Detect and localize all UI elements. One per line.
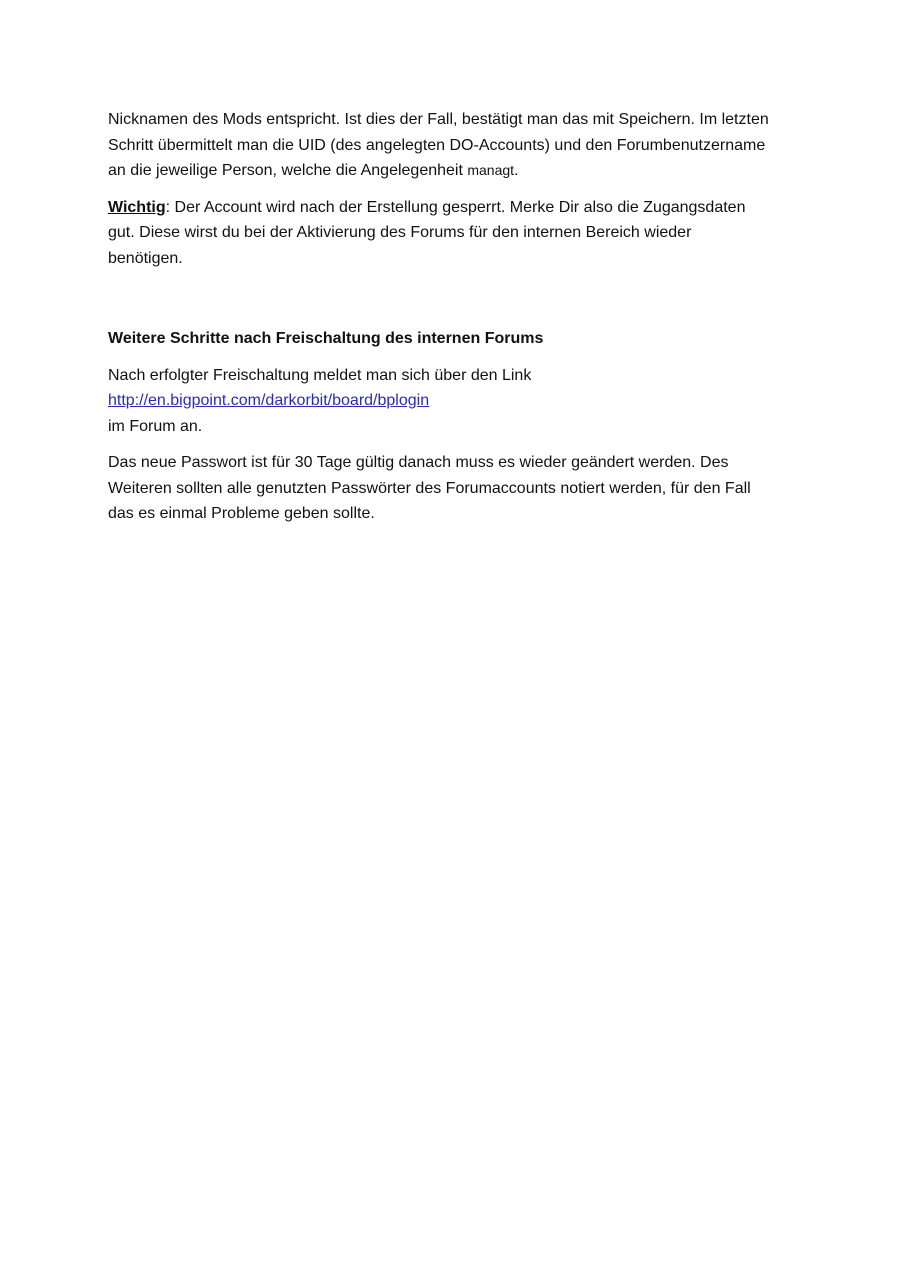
important-label: Wichtig [108, 198, 166, 216]
text-line: im Forum an. [108, 417, 203, 435]
text-line: Nach erfolgter Freischaltung meldet man sich über den Link [108, 366, 532, 384]
paragraph-login-link [108, 363, 808, 440]
text-line: das es einmal Probleme geben sollte. [108, 505, 375, 522]
text-line [108, 388, 808, 414]
text-line: Schritt übermittelt man die UID (des angelegten DO-Accounts) und den Forumbenutzername [108, 136, 766, 154]
text-line: gut. Diese wirst du bei der Aktivierung des Forums für den internen Bereich wieder [108, 224, 692, 241]
paragraph-important-note [108, 195, 808, 272]
text-line: Weiteren sollten alle genutzten Passwörter des Forumaccounts notiert werden, für den Fall [108, 479, 751, 497]
paragraph-password-info [108, 450, 808, 527]
paragraph-uid-transfer [108, 107, 808, 184]
document-page [108, 107, 808, 538]
text-segment: . [514, 162, 519, 179]
forum-login-link[interactable]: http://en.bigpoint.com/darkorbit/board/bplogin [108, 392, 430, 409]
text-line: Das neue Passwort ist für 30 Tage gültig danach muss es wieder geändert werden. Des [108, 454, 729, 471]
text-segment-small: managt [467, 162, 515, 178]
text-line [108, 195, 808, 221]
text-segment: an die jeweilige Person, welche die Angelegenheit [108, 162, 468, 179]
section-heading: Weitere Schritte nach Freischaltung des internen Forums [108, 330, 544, 347]
text-segment: : Der Account wird nach der Erstellung gesperrt. Merke Dir also die Zugangsdaten [165, 198, 746, 216]
text-line [108, 158, 808, 184]
text-line: benötigen. [108, 249, 183, 267]
text-line: Nicknamen des Mods entspricht. Ist dies der Fall, bestätigt man das mit Speichern. Im letzten [108, 111, 769, 128]
